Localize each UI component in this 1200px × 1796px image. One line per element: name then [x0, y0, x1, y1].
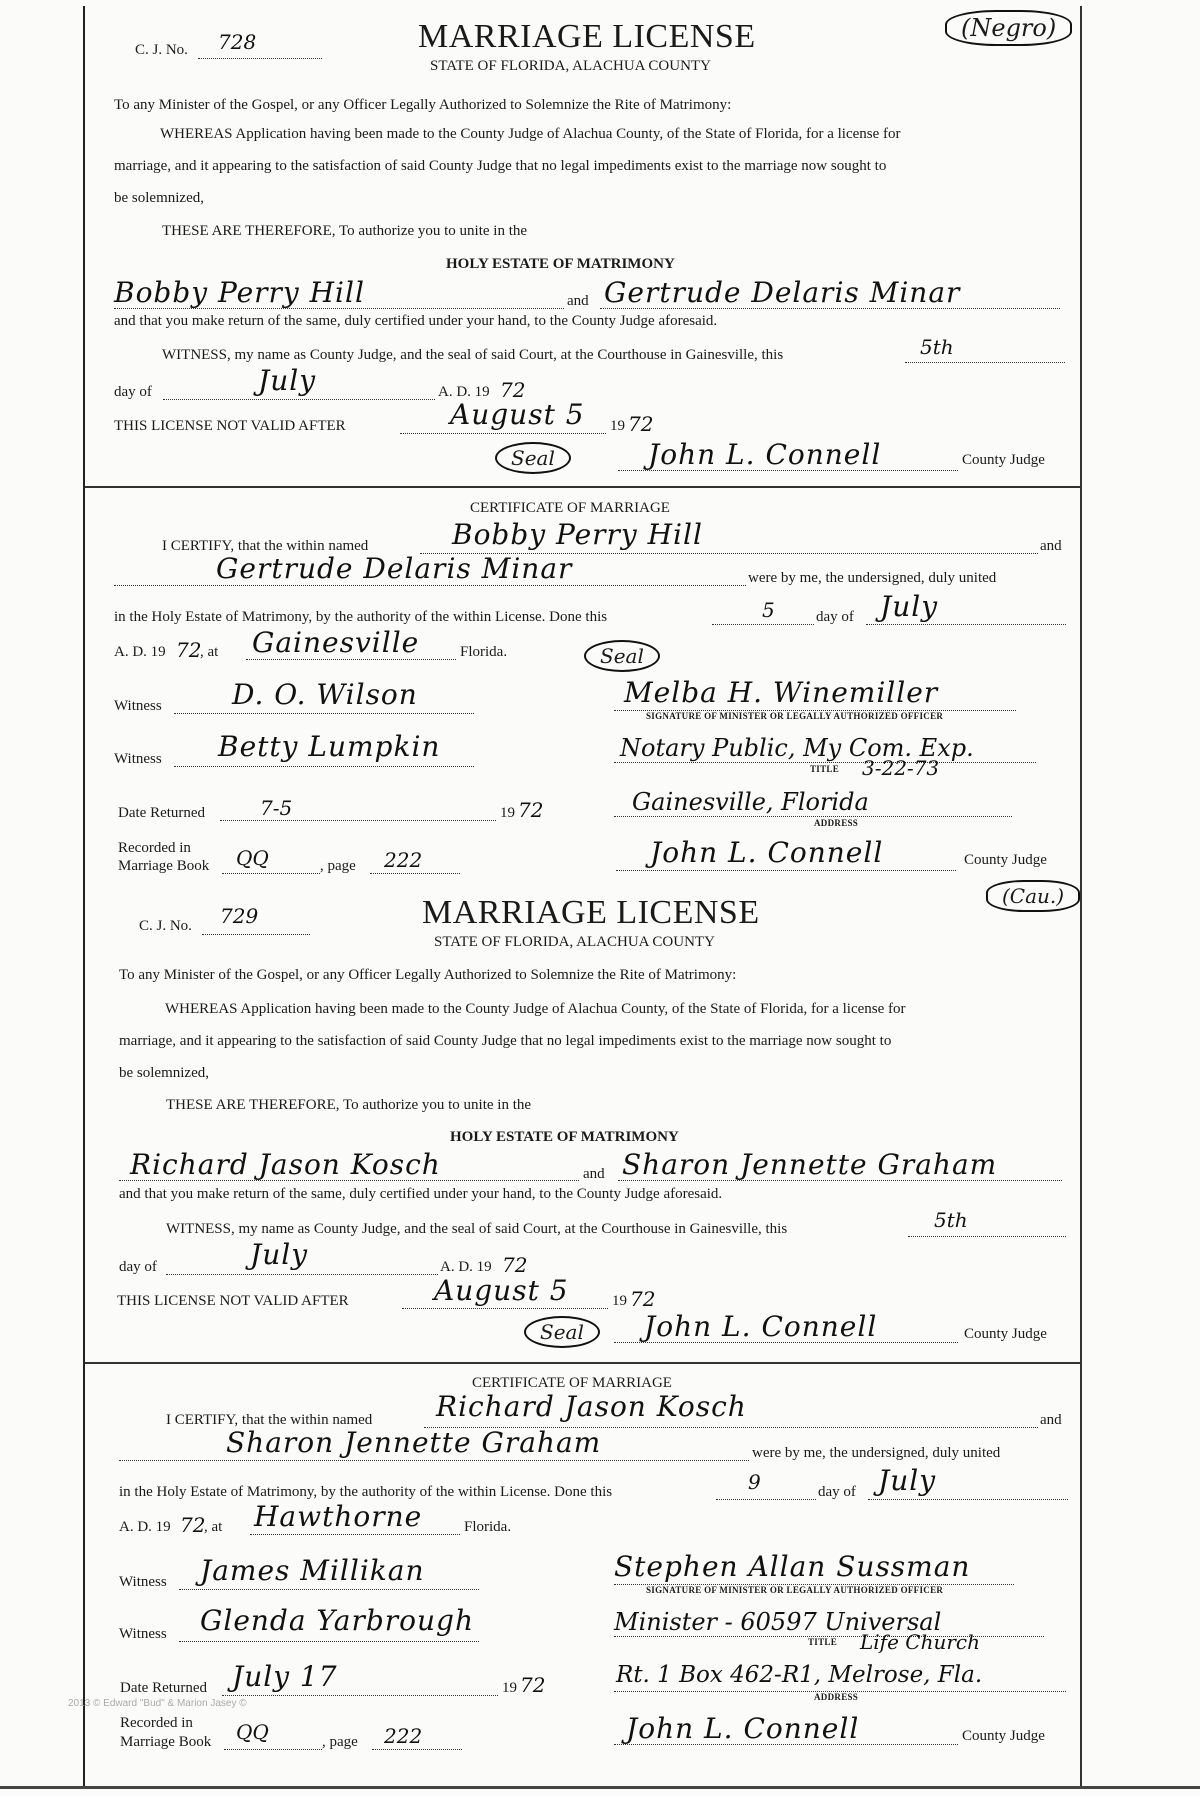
at-label: , at [200, 644, 219, 660]
these-are-therefore: THESE ARE THEREFORE, To authorize you to unite in the [162, 223, 528, 239]
title-label: TITLE [810, 764, 840, 774]
done-ad-label: A. D. 19 [119, 1519, 171, 1535]
day-number: 5th [934, 1208, 968, 1232]
witness-1-name: D. O. Wilson [232, 678, 418, 711]
returned-19: 19 [502, 1680, 517, 1696]
certificate-title: CERTIFICATE OF MARRIAGE [472, 1375, 672, 1391]
county-judge-label: County Judge [964, 1326, 1047, 1342]
book-value: QQ [236, 846, 269, 870]
officer-address: Gainesville, Florida [632, 788, 869, 816]
not-valid-19: 19 [612, 1293, 627, 1309]
date-returned-label: Date Returned [120, 1680, 208, 1696]
whereas-line-3: be solemnized, [119, 1065, 209, 1081]
recorded-in-label: Recorded in [118, 840, 191, 856]
race-note: (Cau.) [986, 880, 1080, 912]
recorder-county-judge: County Judge [962, 1728, 1045, 1744]
holy-estate-authority: in the Holy Estate of Matrimony, by the authority of the within License. Done this [114, 609, 608, 625]
section-divider [85, 1362, 1080, 1364]
were-by-me: were by me, the undersigned, duly united [748, 570, 997, 586]
signature-label: SIGNATURE OF MINISTER OR LEGALLY AUTHORIZED OFFICER [646, 711, 944, 721]
bride-name: Sharon Jennette Graham [622, 1148, 998, 1181]
witness-2-name: Betty Lumpkin [218, 730, 441, 763]
day-number: 5th [920, 335, 954, 359]
cert-groom-name: Richard Jason Kosch [436, 1390, 747, 1423]
these-are-therefore: THESE ARE THEREFORE, To authorize you to unite in the [166, 1097, 532, 1113]
groom-name: Bobby Perry Hill [114, 276, 365, 309]
officer-title: Minister - 60597 Universal [614, 1608, 942, 1636]
done-month: July [878, 1464, 937, 1497]
witness-line: WITNESS, my name as County Judge, and the seal of said Court, at the Courthouse in Gainesville, this [166, 1221, 788, 1237]
title-label: TITLE [808, 1637, 838, 1647]
return-line: and that you make return of the same, duly certified under your hand, to the County Judge aforesaid. [114, 313, 718, 329]
county-judge-label: County Judge [962, 452, 1045, 468]
cert-seal-mark: Seal [584, 640, 660, 672]
book-value: QQ [236, 1720, 269, 1744]
cert-groom-name: Bobby Perry Hill [452, 518, 703, 551]
not-valid-date: August 5 [434, 1274, 569, 1307]
page-label: , page [322, 1734, 358, 1750]
witness-2-name: Glenda Yarbrough [200, 1604, 474, 1637]
done-year: 72 [176, 638, 202, 662]
officer-title-extra: 3-22-73 [862, 756, 940, 780]
holy-estate-heading: HOLY ESTATE OF MATRIMONY [450, 1129, 679, 1145]
month: July [258, 364, 317, 397]
license-subtitle: STATE OF FLORIDA, ALACHUA COUNTY [434, 934, 715, 950]
race-note: (Negro) [945, 10, 1072, 46]
witness-line: WITNESS, my name as County Judge, and the seal of said Court, at the Courthouse in Gainesville, this [162, 347, 784, 363]
signature-label: SIGNATURE OF MINISTER OR LEGALLY AUTHORIZED OFFICER [646, 1585, 944, 1595]
bride-name: Gertrude Delaris Minar [604, 276, 961, 309]
license-subtitle: STATE OF FLORIDA, ALACHUA COUNTY [430, 58, 711, 74]
seal-mark: Seal [495, 442, 571, 474]
judge-signature: John L. Connell [644, 1310, 878, 1343]
witness-1-label: Witness [119, 1574, 167, 1590]
whereas-line-1: WHEREAS Application having been made to the County Judge of Alachua County, of the State of Florida, for a license for [165, 1001, 906, 1017]
cert-and: and [1040, 1412, 1062, 1428]
license-title: MARRIAGE LICENSE [418, 18, 756, 55]
certificate-title: CERTIFICATE OF MARRIAGE [470, 500, 670, 516]
cj-label: C. J. No. [139, 918, 192, 934]
were-by-me: were by me, the undersigned, duly united [752, 1445, 1001, 1461]
copyright-watermark: 2013 © Edward "Bud" & Marion Jasey © [68, 1698, 247, 1709]
cj-number: 728 [218, 30, 257, 54]
not-valid-19: 19 [610, 418, 625, 434]
officer-title: Notary Public, My Com. Exp. [620, 734, 974, 762]
recorder-signature: John L. Connell [650, 836, 884, 869]
cert-bride-name: Gertrude Delaris Minar [216, 552, 573, 585]
license-title: MARRIAGE LICENSE [422, 894, 760, 931]
recorder-signature: John L. Connell [626, 1712, 860, 1745]
to-any-minister: To any Minister of the Gospel, or any Officer Legally Authorized to Solemnize the Rite of Matrimony: [119, 967, 737, 983]
recorder-county-judge: County Judge [964, 852, 1047, 868]
not-valid-label: THIS LICENSE NOT VALID AFTER [114, 418, 346, 434]
section-divider [85, 486, 1080, 488]
address-label: ADDRESS [814, 818, 859, 828]
date-returned-label: Date Returned [118, 805, 206, 821]
return-line: and that you make return of the same, duly certified under your hand, to the County Judge aforesaid. [119, 1186, 723, 1202]
whereas-line-2: marriage, and it appearing to the satisfaction of said County Judge that no legal impediments exist to the marriage now sought to [119, 1033, 892, 1049]
done-year: 72 [180, 1513, 206, 1537]
address-label: ADDRESS [814, 1692, 859, 1702]
at-label: , at [204, 1519, 223, 1535]
holy-estate-heading: HOLY ESTATE OF MATRIMONY [446, 256, 675, 272]
whereas-line-1: WHEREAS Application having been made to the County Judge of Alachua County, of the State of Florida, for a license for [160, 126, 901, 142]
officer-title-extra: Life Church [860, 1630, 980, 1654]
holy-estate-authority: in the Holy Estate of Matrimony, by the authority of the within License. Done this [119, 1484, 613, 1500]
cj-label: C. J. No. [135, 42, 188, 58]
witness-1-name: James Millikan [200, 1554, 425, 1587]
month: July [250, 1238, 309, 1271]
cert-bride-name: Sharon Jennette Graham [226, 1426, 602, 1459]
page-label: , page [320, 858, 356, 874]
page-value: 222 [384, 1724, 423, 1748]
done-day-of: day of [816, 609, 854, 625]
and-label: and [583, 1166, 605, 1182]
whereas-line-3: be solemnized, [114, 190, 204, 206]
witness-2-label: Witness [119, 1626, 167, 1642]
day-of-label: day of [119, 1259, 157, 1275]
marriage-book-label: Marriage Book [120, 1734, 212, 1750]
officer-signature: Melba H. Winemiller [624, 676, 939, 709]
not-valid-label: THIS LICENSE NOT VALID AFTER [117, 1293, 349, 1309]
done-day: 9 [748, 1470, 761, 1494]
place: Gainesville [252, 626, 420, 659]
date-returned-value: July 17 [232, 1660, 338, 1693]
officer-signature: Stephen Allan Sussman [614, 1550, 971, 1583]
cj-number: 729 [220, 904, 259, 928]
done-day: 5 [762, 598, 775, 622]
whereas-line-2: marriage, and it appearing to the satisfaction of said County Judge that no legal impediments exist to the marriage now sought to [114, 158, 887, 174]
done-ad-label: A. D. 19 [114, 644, 166, 660]
florida-label: Florida. [464, 1519, 512, 1535]
returned-year: 72 [518, 798, 544, 822]
judge-signature: John L. Connell [648, 438, 882, 471]
year: 72 [500, 378, 526, 402]
i-certify-label: I CERTIFY, that the within named [162, 538, 369, 554]
day-of-label: day of [114, 384, 152, 400]
place: Hawthorne [254, 1500, 423, 1533]
ad-label: A. D. 19 [438, 384, 490, 400]
cert-and: and [1040, 538, 1062, 554]
and-label: and [567, 293, 589, 309]
year: 72 [502, 1253, 528, 1277]
to-any-minister: To any Minister of the Gospel, or any Officer Legally Authorized to Solemnize the Rite of Matrimony: [114, 97, 732, 113]
done-day-of: day of [818, 1484, 856, 1500]
i-certify-label: I CERTIFY, that the within named [166, 1412, 373, 1428]
returned-year: 72 [520, 1673, 546, 1697]
returned-19: 19 [500, 805, 515, 821]
recorded-in-label: Recorded in [120, 1715, 193, 1731]
witness-1-label: Witness [114, 698, 162, 714]
date-returned-value: 7-5 [260, 796, 293, 820]
bottom-border [0, 1786, 1200, 1789]
not-valid-date: August 5 [450, 398, 585, 431]
officer-address: Rt. 1 Box 462-R1, Melrose, Fla. [616, 1662, 983, 1688]
not-valid-year: 72 [630, 1287, 656, 1311]
done-month: July [880, 590, 939, 623]
marriage-book-label: Marriage Book [118, 858, 210, 874]
witness-2-label: Witness [114, 751, 162, 767]
not-valid-year: 72 [628, 412, 654, 436]
seal-mark: Seal [524, 1316, 600, 1348]
florida-label: Florida. [460, 644, 508, 660]
ad-label: A. D. 19 [440, 1259, 492, 1275]
page-value: 222 [384, 848, 423, 872]
groom-name: Richard Jason Kosch [130, 1148, 441, 1181]
left-border [83, 6, 85, 1786]
right-border [1080, 6, 1082, 1786]
